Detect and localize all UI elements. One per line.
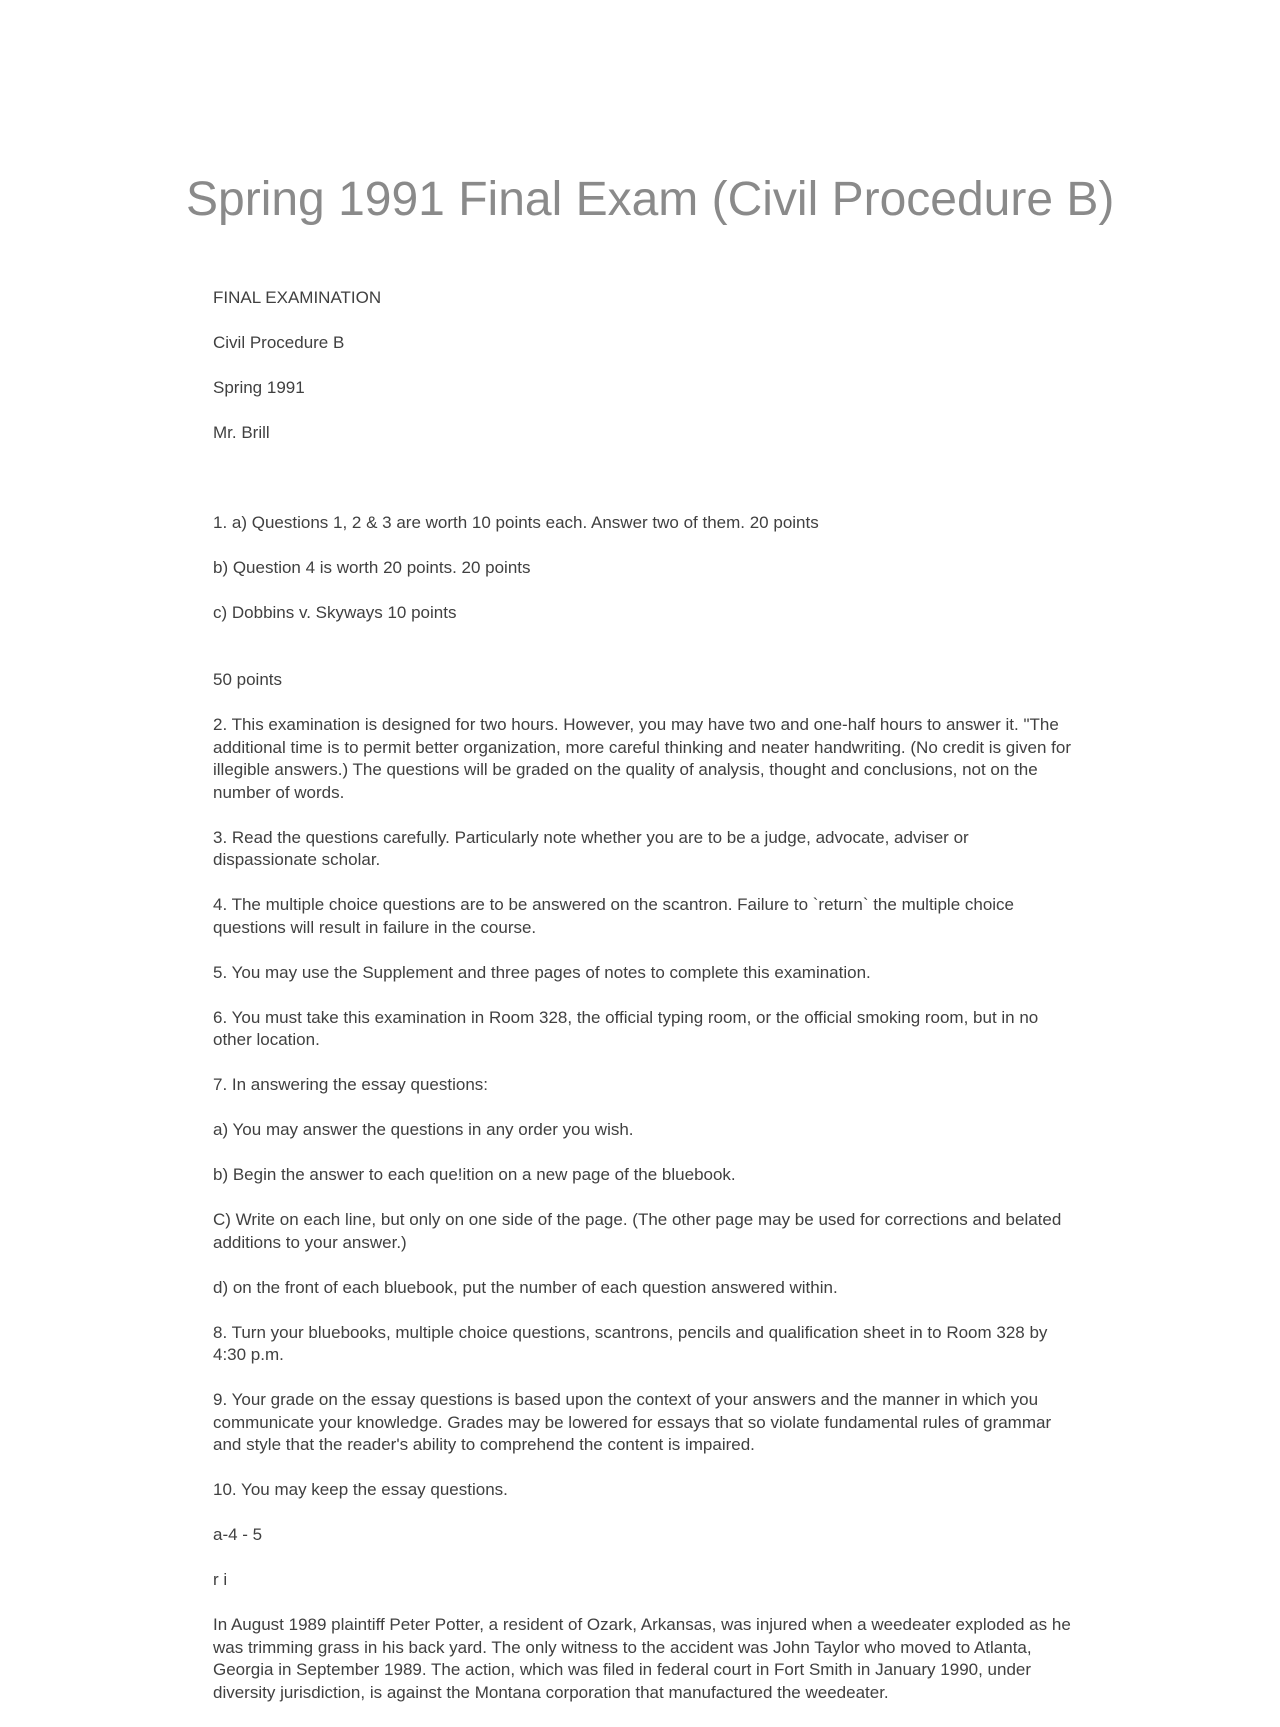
- exam-header-line: Mr. Brill: [213, 422, 270, 442]
- instruction-4: 4. The multiple choice questions are to be answered on the scantron. Failure to `return` the multiple choice questions will result in failure in the course.: [213, 895, 1015, 937]
- instruction-9: 9. Your grade on the essay questions is based upon the context of your answers and the manner in which you communicate your knowledge. Grades may be lowered for essays that so violate fundamental rules of grammar and style that the reader's ability to comprehend the content is impaired.: [213, 1390, 1052, 1454]
- instruction-5: 5. You may use the Supplement and three pages of notes to complete this examination.: [213, 962, 871, 982]
- instruction-7d: d) on the front of each bluebook, put the number of each question answered within.: [213, 1277, 838, 1297]
- exam-header-line: Spring 1991: [213, 377, 305, 397]
- point-line: 1. a) Questions 1, 2 & 3 are worth 10 points each. Answer two of them. 20 points: [213, 512, 819, 532]
- instruction-7b: b) Begin the answer to each que!ition on a new page of the bluebook.: [213, 1165, 736, 1184]
- instruction-7a: a) You may answer the questions in any order you wish.: [213, 1120, 634, 1139]
- exam-body: [213, 264, 1073, 1727]
- exam-header: [213, 264, 1073, 467]
- exam-header-line: FINAL EXAMINATION: [213, 287, 382, 307]
- instruction-8: 8. Turn your bluebooks, multiple choice questions, scantrons, pencils and qualification sheet in to Room 328 by 4:30 p.m.: [213, 1322, 1048, 1364]
- instruction-10: 10. You may keep the essay questions.: [213, 1480, 508, 1499]
- page-title: Spring 1991 Final Exam (Civil Procedure B): [186, 173, 1115, 226]
- point-breakdown: [213, 489, 1073, 647]
- total-points: 50 points: [213, 670, 282, 689]
- page-marker: a-4 - 5: [213, 1525, 263, 1544]
- instruction-3: 3. Read the questions carefully. Particularly note whether you are to be a judge, advocate, adviser or dispassionate scholar.: [213, 827, 969, 869]
- instruction-7c: C) Write on each line, but only on one side of the page. (The other page may be used for corrections and belated additions to your answer.): [213, 1210, 1062, 1252]
- stray-marker: r i: [213, 1570, 228, 1589]
- instruction-7: 7. In answering the essay questions:: [213, 1075, 488, 1094]
- point-line: c) Dobbins v. Skyways 10 points: [213, 602, 457, 622]
- instruction-6: 6. You must take this examination in Room 328, the official typing room, or the official smoking room, but in no other location.: [213, 1007, 1039, 1049]
- fact-pattern: In August 1989 plaintiff Peter Potter, a resident of Ozark, Arkansas, was injured when a weedeater exploded as he was trimming grass in his back yard. The only witness to the accident was John Taylor who moved to Atlanta, Georgia in September 1989. The action, which was filed in federal court in Fort Smith in January 1990, under diversity jurisdiction, is against the Montana corporation that manufactured the weedeater.: [213, 1615, 1071, 1702]
- point-line: b) Question 4 is worth 20 points. 20 points: [213, 557, 531, 577]
- exam-header-line: Civil Procedure B: [213, 332, 345, 352]
- instruction-2: 2. This examination is designed for two hours. However, you may have two and one-half hours to answer it. "The additional time is to permit better organization, more careful thinking and neater handwriting. (No credit is given for illegible answers.) The questions will be graded on the quality of analysis, thought and conclusions, not on the number of words.: [213, 715, 1071, 802]
